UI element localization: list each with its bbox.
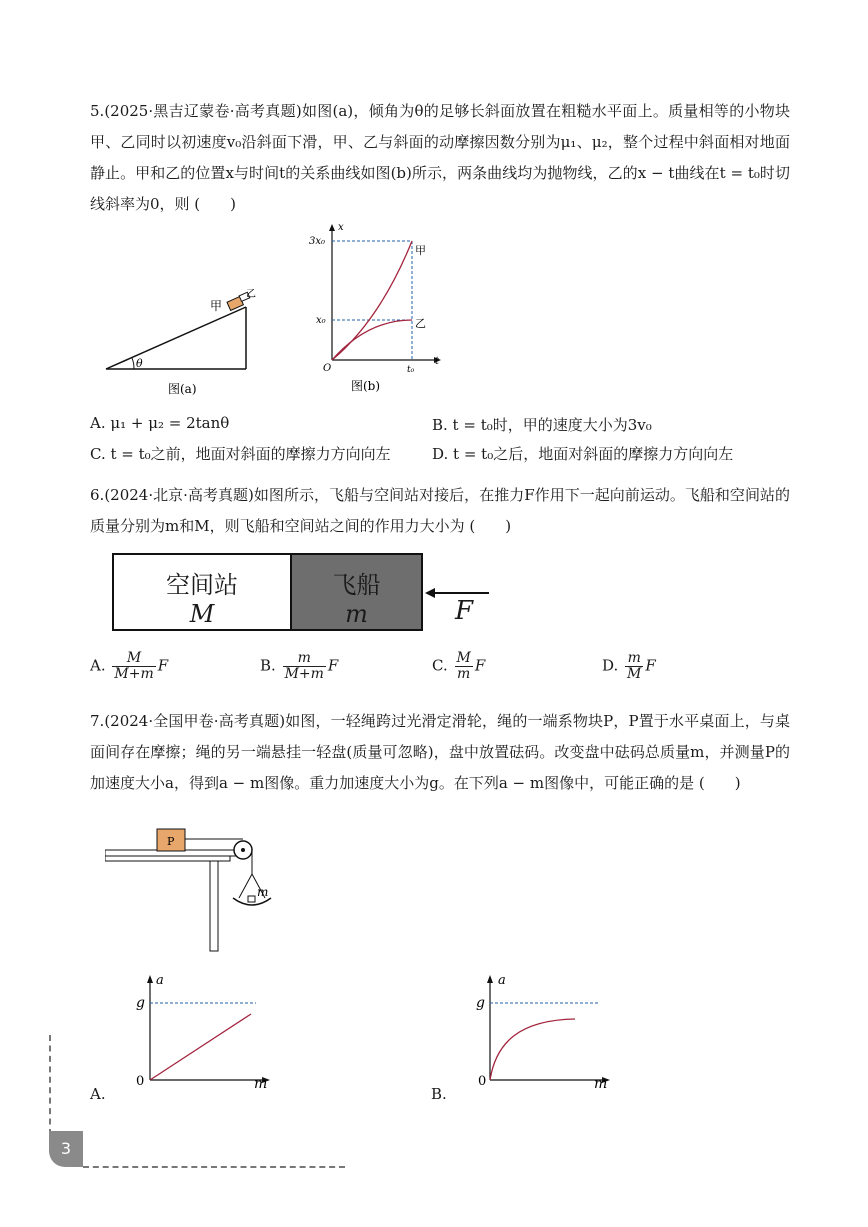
y-axis-label: x (338, 222, 344, 233)
option-force: F (645, 656, 656, 675)
mass-label: m (257, 885, 269, 899)
label-jia: 甲 (210, 299, 223, 313)
fraction (625, 651, 643, 682)
denominator: M+m (284, 666, 324, 682)
spaceship-mass: m (345, 600, 368, 628)
option-force: F (474, 656, 486, 675)
numerator: M (456, 650, 471, 666)
curve-jia-label: 甲 (415, 244, 426, 257)
q6-option-b[interactable] (260, 651, 338, 682)
q6-option-a[interactable] (90, 651, 168, 682)
q7-option-b[interactable]: B. (431, 1085, 447, 1103)
fraction (283, 651, 326, 682)
option-letter: A. (90, 656, 106, 675)
option-letter: C. (432, 656, 448, 675)
option-letter: B. (260, 656, 276, 675)
block-p-label: P (167, 835, 175, 848)
x-axis-label: t (435, 356, 440, 367)
q6-option-c[interactable] (432, 651, 485, 682)
figure-a-caption: 图(a) (168, 382, 197, 396)
q5-option-d[interactable]: D. t = t₀之后，地面对斜面的摩擦力方向向左 (432, 445, 734, 463)
spaceship-block (290, 553, 423, 631)
denominator: M (627, 666, 642, 682)
fraction (112, 651, 155, 682)
numerator: M (112, 651, 155, 667)
question-number: 6. (90, 486, 105, 504)
q5-option-b[interactable]: B. t = t₀时，甲的速度大小为3v₀ (432, 416, 652, 434)
x-tick-t0: t₀ (407, 365, 415, 375)
space-station-label: 空间站 (166, 571, 238, 599)
origin-label: O (323, 363, 332, 374)
pulley-table-figure (105, 826, 280, 956)
option-force: F (327, 656, 339, 675)
y-tick-g: g (136, 995, 145, 1011)
origin-label: 0 (478, 1074, 487, 1089)
page-number: 3 (49, 1131, 83, 1167)
x-axis-label: m (594, 1076, 608, 1090)
page-margin-dashes (49, 1035, 51, 1135)
y-axis-label: a (498, 973, 506, 988)
figure-b-caption: 图(b) (351, 379, 381, 393)
question-5 (90, 96, 790, 220)
denominator: M+m (114, 666, 154, 682)
origin-label: 0 (136, 1074, 145, 1089)
option-letter: D. (602, 656, 619, 675)
space-station-mass: M (189, 600, 215, 628)
y-axis-label: a (156, 973, 164, 988)
y-tick-3x0: 3x₀ (309, 236, 326, 247)
numerator: m (625, 651, 643, 667)
question-source: (2025·黑吉辽蒙卷·高考真题) (104, 102, 302, 120)
graph-a (130, 970, 280, 1090)
question-stem: 如图，一轻绳跨过光滑定滑轮，绳的一端系物块P，P置于水平桌面上，与桌面间存在摩擦；绳的另一端悬挂一轻盘(质量可忽略)，盘中放置砝码。改变盘中砝码总质量m，并测量P的加速度大小a，得到a − m图像。重力加速度大小为g。在下列a − m图像中，可能正确的是 ( ) (90, 712, 790, 792)
question-stem: 如图所示，飞船与空间站对接后，在推力F作用下一起向前运动。飞船和空间站的质量分别为m和M，则飞船和空间站之间的作用力大小为 ( ) (90, 486, 790, 535)
figure-b-xt-graph (305, 220, 455, 398)
q5-option-c[interactable]: C. t = t₀之前，地面对斜面的摩擦力方向向左 (90, 445, 391, 463)
force-label: F (455, 596, 474, 626)
x-axis-label: m (254, 1076, 268, 1090)
page-footer-dashes (83, 1166, 345, 1168)
question-6 (90, 480, 790, 542)
label-yi: 乙 (246, 289, 256, 300)
question-number: 7. (90, 712, 105, 730)
space-station-block (112, 553, 292, 631)
option-force: F (157, 656, 169, 675)
question-number: 5. (90, 102, 105, 120)
numerator: m (283, 651, 326, 667)
spaceship-label: 飞船 (332, 571, 381, 599)
question-stem: 如图(a)，倾角为θ的足够长斜面放置在粗糙水平面上。质量相等的小物块甲、乙同时以初速度v₀沿斜面下滑，甲、乙与斜面的动摩擦因数分别为μ₁、μ₂，整个过程中斜面相对地面静止。甲和乙的位置x与时间t的关系曲线如图(b)所示，两条曲线均为抛物线，乙的x − t曲线在t = t₀时切线斜率为0，则 ( ) (90, 102, 791, 213)
question-7 (90, 706, 790, 799)
fraction (455, 651, 473, 682)
question-source: (2024·北京·高考真题) (104, 486, 254, 504)
q7-option-a[interactable]: A. (90, 1085, 106, 1103)
y-tick-g: g (476, 995, 485, 1011)
q5-option-a[interactable]: A. μ₁ + μ₂ = 2tanθ (90, 414, 230, 432)
q6-option-d[interactable] (602, 651, 656, 682)
denominator: m (457, 666, 471, 682)
figure-a-incline (100, 285, 270, 400)
y-tick-x0: x₀ (316, 315, 326, 326)
question-source: (2024·全国甲卷·高考真题) (104, 712, 286, 730)
curve-yi-label: 乙 (415, 317, 426, 330)
graph-b (470, 970, 620, 1090)
angle-label: θ (136, 357, 143, 370)
